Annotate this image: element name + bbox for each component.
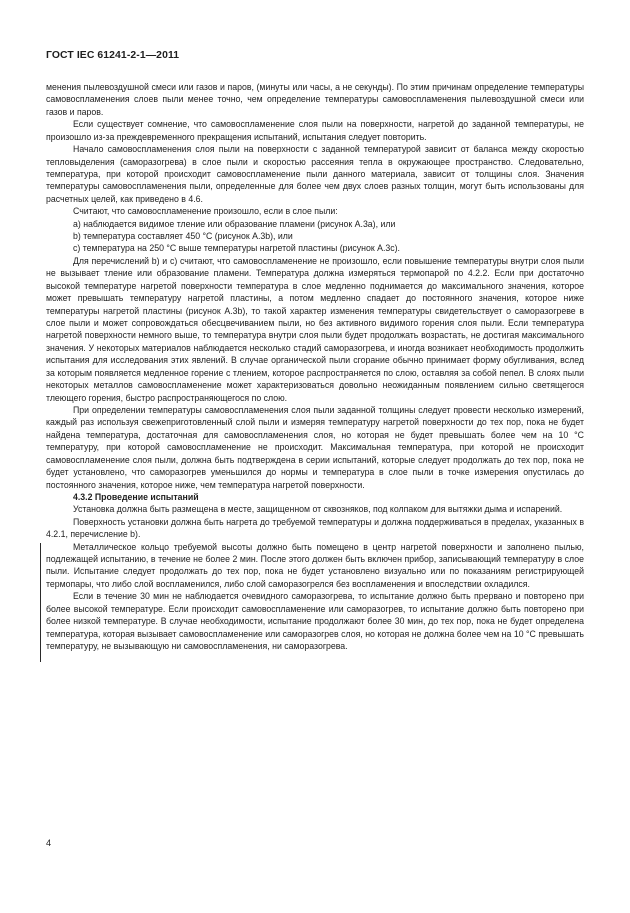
list-item-c: c) температура на 250 °C выше температуры нагретой пластины (рисунок А.3с). [73,243,400,254]
section-heading: 4.3.2 Проведение испытаний [73,491,199,502]
list-item-b: b) температура составляет 450 °C (рисунок А.3b), или [73,231,293,242]
paragraph-self-heating: Для перечислений b) и с) считают, что самовоспламенение не произошло, если повышение температуры внутри слоя пыли не вызывает тление или образование пламени. Температура должна измеряться термопарой по 4.2.2. Если при достаточно высокой температуре нагретой поверхности температура в слое медленно поднимается до максимального значения, которое может превышать температуру нагретой пластины, а потом медленно спадает до постоянного значения, которое ниже температуры нагретой пластины (рисунок А.3b), то такой характер изменения температуры свидетельствует о саморазогреве в слое пыли и может сопровождаться обесцвечиванием пыли, но без активного видимого горения слоя пыли. Если температура нагретой поверхности немного выше, то температура внутри слоя пыли будет продолжать возрастать, не достигая максимального значения. У некоторых материалов наблюдается несколько стадий саморазогрева, и иногда возникает необходимость продолжить испытания для исследования этих явлений. В случае органической пыли сгорание обычно принимает форму обугливания, вслед за которым появляется медленное горение с тлением, которое распространяется по слою, оставляя за собой пепел. В слоях пыли некоторых металлов самовоспламенение может характеризоваться довольно неожиданным появлением сильно светящегося тлеющего горения, быстро распространяющегося по слою. [46,255,584,403]
document-header: ГОСТ IEC 61241-2-1—2011 [46,50,180,61]
revision-marked-block [46,541,584,591]
paragraph-criteria-intro: Считают, что самовоспламенение произошло, если в слое пыли: [73,206,338,217]
paragraph-measurements: При определении температуры самовоспламенения слоя пыли заданной толщины следует провести несколько измерений, каждый раз используя свежеприготовленный слой пыли и измеряя температуру нагретой поверхности до тех пор, пока не будет найдена температура, достаточная для самовоспламенения слоя, но которая не будет превышать более чем на 10 °C температуру, при которой самовоспламенение не происходит. Максимальная температура, при которой не происходит самовоспламенение слоя пыли, должна быть подтверждена в серии испытаний, которые следует продолжать до тех пор, пока не будет установлено, что саморазогрев уменьшился до нормы и температура в слое пыли в точке измерения опустилась до постоянного значения, которое ниже, чем температура нагретой поверхности. [46,404,584,490]
list-item-a: а) наблюдается видимое тление или образование пламени (рисунок А.3а), или [73,218,396,229]
paragraph-placement: Установка должна быть размещена в месте, защищенном от сквозняков, под колпаком для вытяжки дыма и испарений. [73,504,563,515]
paragraph-30-min: Если в течение 30 мин не наблюдается очевидного саморазогрева, то испытание должно быть прервано и повторено при более высокой температуре. Если происходит самовоспламенение или саморазогрев, то испытание должно быть повторено при более низкой температуре. В случае необходимости, испытание продолжают более 30 мин, до тех пор, пока не будет определена температура, которая вызывает самовоспламенение или саморазогрев слоя, но которая не должна более чем на 10 °C превышать температуру, не вызывающую ни самовоспламенения, ни саморазогрева. [46,591,584,651]
body-text [46,81,584,652]
change-bar [40,614,41,662]
revision-marked-block [46,590,584,652]
paragraph-repeat-test: Если существует сомнение, что самовоспламенение слоя пыли на поверхности, нагретой до заданной температуры, не произошло из-за преждевременного прекращения испытаний, испытания следует повторить. [46,119,584,142]
paragraph-heating: Поверхность установки должна быть нагрета до требуемой температуры и должна поддерживаться в пределах, указанных в 4.2.1, перечисление b). [46,516,584,540]
paragraph-continuation: менения пылевоздушной смеси или газов и паров, (минуты или часы, а не секунды). По этим причинам определение температуры самовоспламенения слоев пыли менее точно, чем определение температуры самовоспламенения пылевоздушной смеси или газов и паров. [46,82,584,117]
change-bar [40,543,41,614]
paragraph-layer-thickness: Начало самовоспламенения слоя пыли на поверхности с заданной температурой зависит от баланса между скоростью тепловыделения (саморазогрева) в слое пыли и скоростью рассеяния тепла в окружающее пространство. Следовательно, температура, при которой происходит самовоспламенение пыли данного материала, зависит от толщины слоя. Значения температуры самовоспламенения пыли, определенные для более чем двух слоев разных толщин, могут быть использованы для расчетных целей, как приведено в 4.6. [46,144,584,204]
page-number: 4 [46,838,52,848]
paragraph-ring: Металлическое кольцо требуемой высоты должно быть помещено в центр нагретой поверхности и заполнено пылью, подлежащей испытанию, в течение не более 2 мин. После этого должен быть включен прибор, записывающий температуру в слое пыли. Испытание следует продолжать до тех пор, пока не будет установлено визуально или по показаниям регистрирующей термопары, что либо слой воспламенился, либо слой саморазогрелся без воспламенения и впоследствии охладился. [46,541,584,589]
